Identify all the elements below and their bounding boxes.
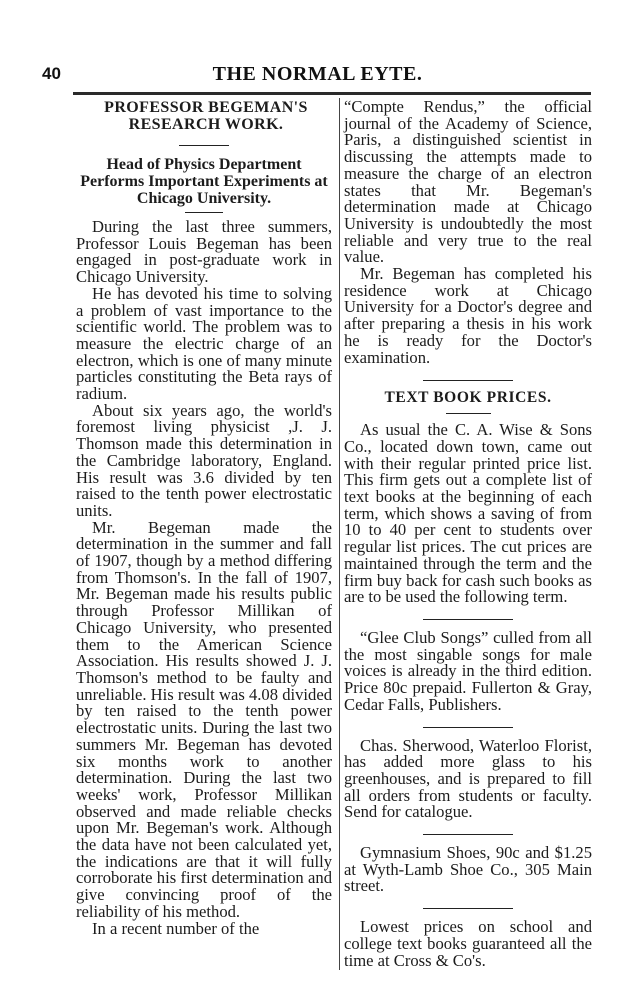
notice-glee-club: “Glee Club Songs” culled from all the most singable songs for male voices is already in the third edition. Price 80c prepaid. Fullerton & Gray, Cedar Falls, Publishers.	[344, 627, 592, 714]
article-paragraph: He has devoted his time to solving a problem of vast importance to the scientific world. The problem was to measure the electric charge of an electron, which is one of many minute particles constituting the Beta rays of radium.	[76, 283, 332, 404]
notice-rule	[423, 619, 513, 620]
article-continued-paragraph: “Compte Rendus,” the official journal of the Academy of Science, Paris, a distinguished scientist in discussing the attempts made to measure the charge of an electron states that Mr. Begeman's determination made at Chicago University is undoubtedly the most reliable and very true to the real value.	[344, 97, 592, 267]
publication-title: THE NORMAL EYTE.	[212, 63, 423, 85]
article-subheadline: Head of Physics Department Performs Important Experiments at Chicago University.	[80, 156, 328, 207]
headline-rule	[179, 145, 229, 146]
article-paragraph: Mr. Begeman made the determination in the summer and fall of 1907, though by a method differing from Thomson's. In the fall of 1907, Mr. Begeman made his results public through Professor Millikan of Chicago University, who presented them to the American Science Association. His results showed J. J. Thomson's method to be faulty and unreliable. His result was 4.08 divided by ten raised to the tenth power electrostatic units. During the last two summers Mr. Begeman has devoted six months work to another determination. During the last two weeks' work, Professor Millikan observed and made reliable checks upon Mr. Begeman's work. Although the data have not been calculated yet, the indications are that it will fully corroborate his first determination and give convincing proof of the reliability of his method.	[76, 517, 332, 921]
right-column	[344, 99, 592, 969]
section-rule	[423, 380, 513, 381]
article-continued-paragraph: Mr. Begeman has completed his residence work at Chicago University for a Doctor's degree and after preparing a thesis in his work he is ready for the Doctor's examination.	[344, 264, 592, 367]
notice-rule	[423, 727, 513, 728]
article-paragraph: About six years ago, the world's foremost living physicist ,J. J. Thomson made this determination in the Cambridge laboratory, England. His result was 3.6 divided by ten raised to the tenth power electrostatic units.	[76, 400, 332, 520]
subheadline-rule	[185, 212, 223, 213]
text-book-prices-paragraph: As usual the C. A. Wise & Sons Co., located down town, came out with their regular printed price list. This firm gets out a complete list of text books at the beginning of each term, which shows a saving of from 10 to 40 per cent to students over regular list prices. The cut prices are maintained through the term and the firm buy back for cash such books as are to be used the following term.	[344, 420, 592, 607]
notice-rule	[423, 834, 513, 835]
notice-text-books: Lowest prices on school and college text books guaranteed all the time at Cross & Co's.	[344, 917, 592, 970]
article-headline: PROFESSOR BEGEMAN'S RESEARCH WORK.	[104, 99, 308, 133]
left-column	[76, 99, 332, 937]
text-book-prices-title: TEXT BOOK PRICES.	[384, 389, 552, 407]
notice-florist: Chas. Sherwood, Waterloo Florist, has added more glass to his greenhouses, and is prepared to fill all orders from students or faculty. Send for catalogue.	[344, 735, 592, 822]
notice-rule	[423, 908, 513, 909]
article-paragraph: In a recent number of the	[92, 918, 260, 938]
article-paragraph: During the last three summers, Professor Louis Begeman has been engaged in post-graduate work in Chicago University.	[76, 217, 332, 287]
section-title-rule	[446, 413, 491, 414]
header-rule	[73, 92, 591, 95]
page-number: 40	[42, 64, 61, 83]
notice-gymnasium-shoes: Gymnasium Shoes, 90c and $1.25 at Wyth-Lamb Shoe Co., 305 Main street.	[344, 843, 592, 896]
column-divider	[339, 98, 340, 970]
